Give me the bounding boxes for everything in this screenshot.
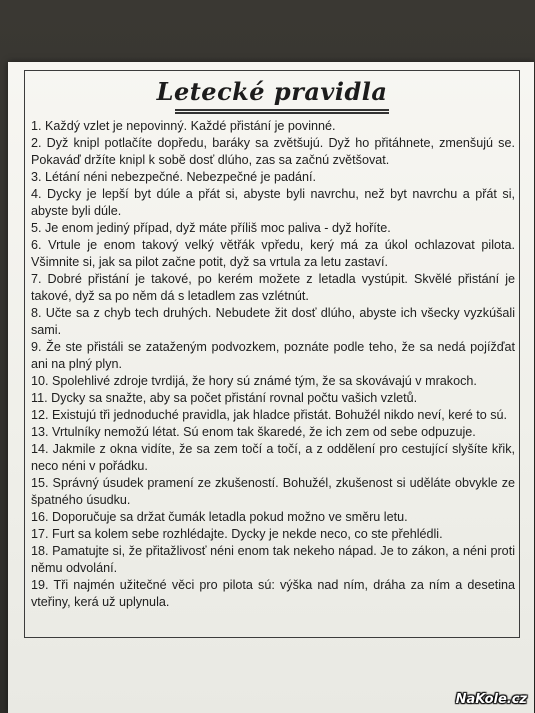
rule-item: 9. Že ste přistáli se zataženým podvozkem, poznáte podle teho, že sa nedá pojížďat ani na plný plyn.	[31, 340, 515, 371]
rule-item: 16. Doporučuje sa držat čumák letadla pokud možno ve směru letu.	[31, 510, 408, 524]
notice-sheet	[8, 62, 534, 713]
notice-frame	[24, 70, 520, 638]
rule-item: 11. Dycky sa snažte, aby sa počet přistání rovnal počtu vašich vzletů.	[31, 391, 418, 405]
rule-item: 7. Dobré přistání je takové, po kerém možete z letadla vystúpit. Skvělé přistání je takové, dyž sa po něm dá s letadlem zas vzlétnút.	[31, 272, 515, 303]
rule-item: 15. Správný úsudek pramení ze zkušeností. Bohužél, zkušenost si uděláte obvykle ze špatného úsudku.	[31, 476, 515, 507]
rule-item: 3. Létání néni nebezpečné. Nebezpečné je padání.	[31, 170, 316, 184]
rule-item: 13. Vrtulníky nemožú létat. Sú enom tak škaredé, že ich zem od sebe odpuzuje.	[31, 425, 476, 439]
rule-item: 5. Je enom jediný případ, dyž máte příliš moc paliva - dyž hoříte.	[31, 221, 391, 235]
rule-item: 18. Pamatujte si, že přitažlivosť néni enom tak nekeho nápad. Je to zákon, a néni proti němu odvolání.	[31, 544, 515, 575]
watermark-logo: NaKole.cz	[455, 692, 527, 707]
rule-item: 12. Existujú tři jednoduché pravidla, jak hladce přistát. Bohužél nikdo neví, keré to sú.	[31, 408, 508, 422]
rules-list	[31, 118, 515, 611]
rule-item: 8. Učte sa z chyb tech druhých. Nebudete žit dosť dlúho, abyste ich všecky vyzkúšali sami.	[31, 306, 515, 337]
rule-item: 14. Jakmile z okna vidíte, že sa zem točí a točí, a z oddělení pro cestující slyšíte křik, neco néni v pořádku.	[31, 442, 515, 473]
rule-item: 2. Dyž knipl potlačíte dopředu, baráky sa zvětšujú. Dyž ho přitáhnete, zmenšujú se. Pokaváď držíte knipl k sobě dosť dlúho, zas sa začnú zvětšovat.	[31, 136, 515, 167]
rule-item: 19. Tři najmén užitečné věci pro pilota sú: výška nad ním, dráha za ním a desetina vteřiny, kerá už uplynula.	[31, 578, 515, 609]
rule-item: 1. Každý vzlet je nepovinný. Každé přistání je povinné.	[31, 119, 336, 133]
rule-item: 10. Spolehlivé zdroje tvrdijá, že hory sú známé tým, že sa skovávajú v mrakoch.	[31, 374, 477, 388]
notice-title: Letecké pravidla	[156, 77, 388, 106]
rule-item: 17. Furt sa kolem sebe rozhlédajte. Dycky je nekde neco, co ste přehlédli.	[31, 527, 443, 541]
rule-item: 4. Dycky je lepší byt dúle a přát si, abyste byli navrchu, než byt navrchu a přát si, abyste byli dúle.	[31, 187, 515, 218]
title-underline	[175, 112, 389, 114]
rule-item: 6. Vrtule je enom takový velký větřák vpředu, kerý má za úkol ochlazovat pilota. Všimnite si, jak sa pilot začne potit, dyž sa vrtula za letu zastaví.	[31, 238, 515, 269]
title-underline	[175, 109, 389, 111]
